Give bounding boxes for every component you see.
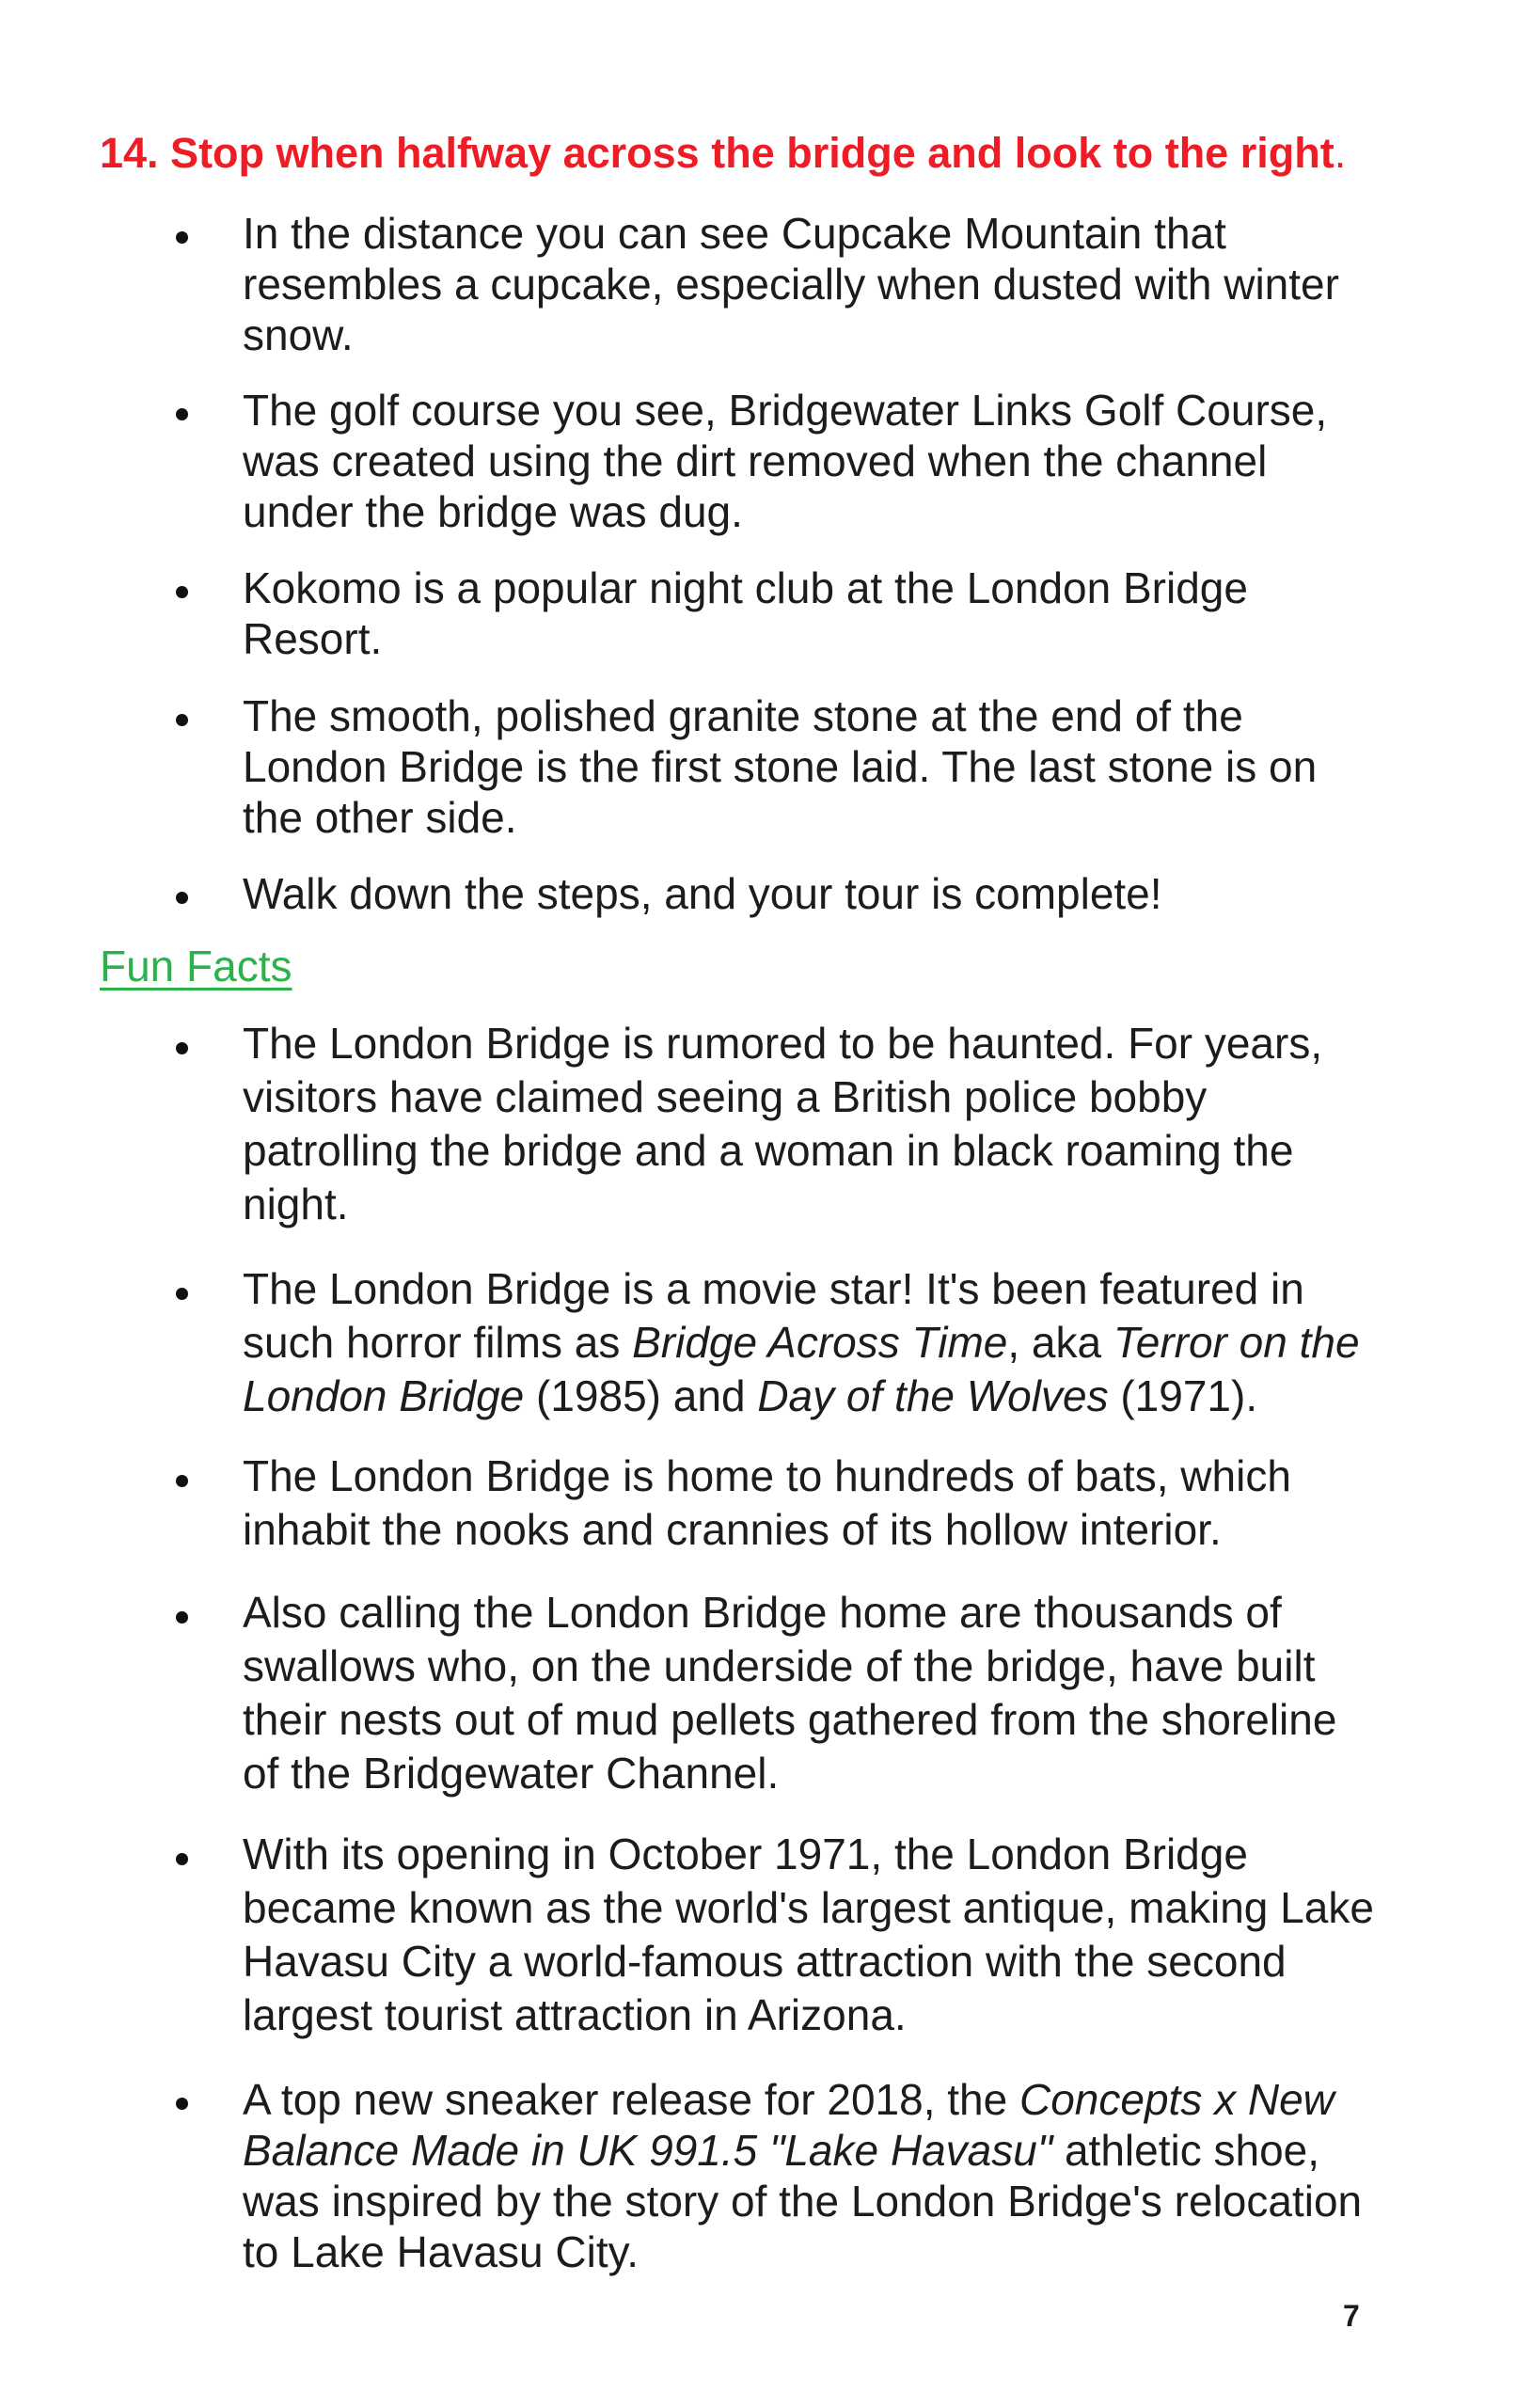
fun-facts-title: Fun Facts	[100, 942, 292, 990]
bullet-icon	[176, 1475, 188, 1487]
list-item-text: The London Bridge is a movie star! It's been featured in such horror films as	[243, 1264, 1304, 1367]
list-item-text: athletic shoe, was inspired by the story of the London Bridge's relocation to Lake Havasu City.	[243, 2126, 1363, 2276]
bullet-icon	[176, 1042, 188, 1054]
list-item-text: In the distance you can see Cupcake Mountain that resembles a cupcake, especially when dusted with winter snow.	[243, 209, 1339, 359]
step-heading-period: .	[1334, 129, 1347, 177]
sneaker-name: Concepts x New Balance Made in UK 991.5 "Lake Havasu"	[243, 2075, 1334, 2175]
list-item	[0, 1262, 1516, 1423]
bullet-icon	[176, 586, 188, 598]
bullet-icon	[176, 1853, 188, 1865]
list-item-text: Also calling the London Bridge home are thousands of swallows who, on the underside of the bridge, have built their nests out of mud pellets gathered from the shoreline of the Bridgewater Channel.	[243, 1588, 1337, 1798]
list-item-text: With its opening in October 1971, the London Bridge became known as the world's largest antique, making Lake Havasu City a world-famous attraction with the second largest tourist attraction in Arizona.	[243, 1830, 1374, 2039]
film-title: Terror on the London Bridge	[243, 1318, 1360, 1420]
step-heading-text: 14. Stop when halfway across the bridge and look to the right	[100, 129, 1334, 177]
list-item	[0, 868, 1516, 919]
list-item-text: Walk down the steps, and your tour is complete!	[243, 869, 1162, 918]
bullet-icon	[176, 892, 188, 904]
list-item	[0, 1586, 1516, 1800]
list-item	[0, 385, 1516, 537]
list-item-text: The golf course you see, Bridgewater Links Golf Course, was created using the dirt removed when the channel under the bridge was dug.	[243, 386, 1328, 536]
list-item-text: The London Bridge is rumored to be haunted. For years, visitors have claimed seeing a British police bobby patrolling the bridge and a woman in black roaming the night.	[243, 1019, 1323, 1228]
bullet-icon	[176, 2098, 188, 2110]
list-item-text: The London Bridge is home to hundreds of bats, which inhabit the nooks and crannies of its hollow interior.	[243, 1451, 1291, 1554]
list-item	[0, 208, 1516, 360]
step-heading	[100, 128, 1346, 179]
list-item-text: (1985) and	[524, 1371, 758, 1420]
list-item-text: , aka	[1007, 1318, 1113, 1367]
list-item	[0, 1828, 1516, 2042]
bullet-icon	[176, 231, 188, 244]
page-number: 7	[1343, 2299, 1360, 2333]
list-item	[0, 2074, 1516, 2277]
list-item-text: Kokomo is a popular night club at the London Bridge Resort.	[243, 563, 1248, 663]
list-item-text: A top new sneaker release for 2018, the	[243, 2075, 1019, 2124]
list-item-text: (1971).	[1108, 1371, 1258, 1420]
film-title: Day of the Wolves	[757, 1371, 1109, 1420]
list-item	[0, 562, 1516, 664]
bullet-icon	[176, 1611, 188, 1624]
bullet-icon	[176, 408, 188, 420]
list-item-text: The smooth, polished granite stone at the end of the London Bridge is the first stone laid. The last stone is on the other side.	[243, 691, 1318, 842]
list-item	[0, 1017, 1516, 1231]
bullet-icon	[176, 1288, 188, 1300]
bullet-icon	[176, 714, 188, 726]
list-item	[0, 1450, 1516, 1557]
list-item	[0, 690, 1516, 843]
film-title: Bridge Across Time	[632, 1318, 1008, 1367]
